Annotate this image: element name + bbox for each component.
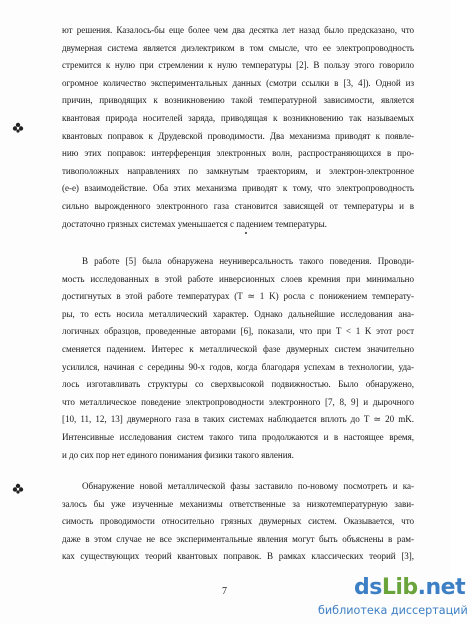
text-line: огромное количество экспериментальных данных (смотри ссылки в [3, 4]). Одной из — [62, 77, 414, 88]
text-line: двумерная система является диэлектриком в том смысле, что ее электропроводность — [62, 42, 414, 53]
dslib-watermark[interactable] — [318, 572, 468, 620]
text-line: достигнутых в этой работе температурах (T ≃ 1 K) росла с понижением температу- — [62, 291, 414, 302]
stray-dot — [245, 232, 247, 234]
dslib-logo — [354, 572, 465, 602]
text-line: ры, то есть носила металлический характер. Однако дальнейшие исследования ана- — [62, 308, 414, 319]
text-line: причин, приводящих к возникновению такой температурной зависимости, является — [62, 95, 414, 106]
page-number: 7 — [222, 586, 227, 597]
paragraph-3 — [62, 478, 414, 566]
text-line: квантовая природа носителей заряда, приводящая к возникновению так называемых — [62, 112, 414, 123]
logo-net: .net — [417, 574, 466, 600]
text-line: тивоположных направлениях по замкнутым траекториям, и электрон-электронное — [62, 165, 414, 176]
text-line: усилился, начиная с середины 90-х годов, когда благодаря успехам в технологии, уда- — [62, 361, 414, 372]
logo-ds: ds — [354, 574, 382, 600]
text-line: Обнаружение новой металлической фазы заставило по-новому посмотреть и ка- — [82, 481, 414, 491]
paragraph-2 — [62, 253, 414, 464]
text-line: нию этих поправок: интерференция электронных волн, распространяющихся в про- — [62, 148, 414, 159]
text-line: ют решения. Казалось-бы еще более чем два десятка лет назад было предсказано, что — [62, 25, 414, 35]
watermark-tagline: библиотека диссертаций — [318, 604, 468, 617]
text-line: мость исследованных в этой работе инверсионных слоев кремния при минимально — [62, 273, 414, 284]
paragraph-1 — [62, 22, 414, 233]
text-line: Интенсивные исследования систем такого типа продолжаются и в настоящее время, — [62, 431, 414, 442]
text-line: сменяется падением. Интерес к металлической фазе двумерных систем значительно — [62, 343, 414, 354]
text-line: симость проводимости относительно грязных двумерных систем. Оказывается, что — [62, 516, 414, 527]
text-line: сильно вырожденного электронного газа становится зависящей от температуры и в — [62, 200, 414, 211]
text-line: (e-e) взаимодействие. Оба этих механизма приводят к тому, что электропроводность — [62, 183, 414, 194]
text-line: что металлическое поведение электропроводности электронного [7, 8, 9] и дырочного — [62, 396, 414, 407]
text-line: В работе [5] была обнаружена неуниверсальность такого поведения. Проводи- — [82, 256, 414, 266]
text-line: [10, 11, 12, 13] двумерного газа в таких системах наблюдается вплоть до T ≃ 20 mK. — [62, 414, 414, 425]
text-line: стремится к нулю при стремлении к нулю температуры [2]. В пользу этого говорило — [62, 60, 414, 71]
text-line: и до сих пор нет единого понимания физики такого явления. — [62, 449, 294, 460]
text-line: даже в этом случае не все экспериментальные явления могут быть объяснены в рам- — [62, 533, 414, 544]
flower-mark-icon — [12, 482, 24, 494]
flower-mark-icon — [12, 121, 24, 133]
text-line: квантовых поправок к Друдевской проводимости. Два механизма приводят к появле- — [62, 130, 414, 141]
text-line: логичных образцов, проведенные авторами [6], показали, что при T < 1 K этот рост — [62, 326, 414, 337]
logo-lib: Lib — [381, 574, 418, 600]
text-line: достаточно грязных системах уменьшается с падением температуры. — [62, 218, 327, 229]
text-line: залось бы уже изученные механизмы ответственные за низкотемпературную зави- — [62, 498, 414, 509]
text-line: лось изготавливать структуры со сверхвысокой подвижностью. Было обнаружено, — [62, 379, 414, 390]
text-line: ках существующих теорий квантовых поправок. В рамках классических теорий [3], — [62, 551, 414, 562]
